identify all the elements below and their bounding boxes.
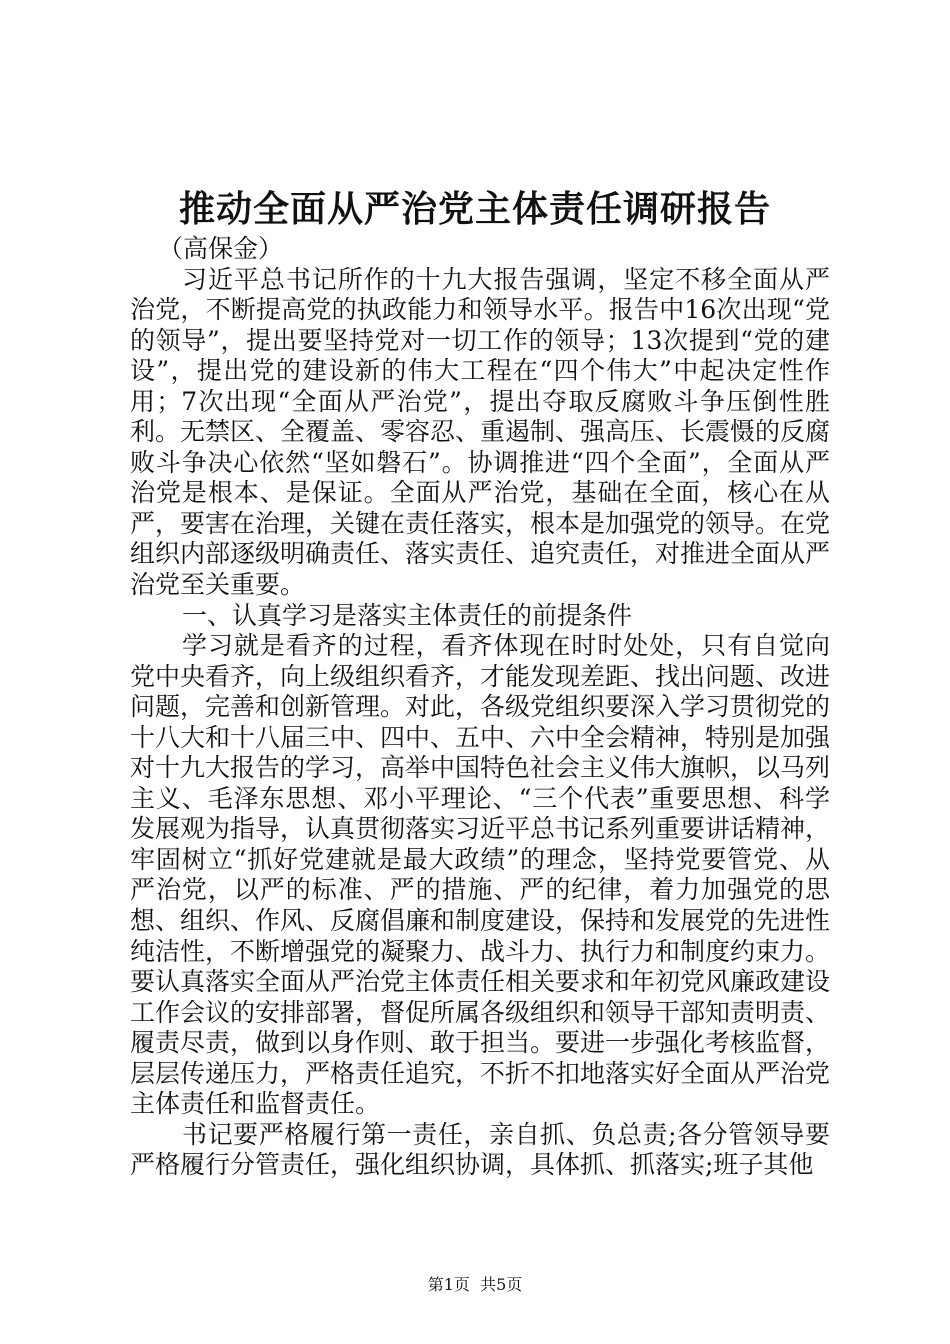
page-footer	[0, 1274, 950, 1296]
author-line: （高保金）	[158, 234, 284, 263]
document-title: 推动全面从严治党主体责任调研报告	[178, 188, 771, 230]
page-number: 第1页 共5页	[427, 1275, 523, 1294]
section-heading-1: 一、认真学习是落实主体责任的前提条件	[182, 600, 633, 630]
document-body	[130, 234, 830, 1181]
paragraph-responsibility: 书记要严格履行第一责任，亲自抓、负总责;各分管领导要严格履行分管责任，强化组织协调，具体抓、抓落实;班子其他	[130, 1119, 830, 1180]
paragraph-intro: 习近平总书记所作的十九大报告强调，坚定不移全面从严治党，不断提高党的执政能力和领导水平。报告中16次出现“党的领导”，提出要坚持党对一切工作的领导；13次提到“党的建设”，提出党的建设新的伟大工程在“四个伟大”中起决定性作用；7次出现“全面从严治党”，提出夺取反腐败斗争压倒性胜利。无禁区、全覆盖、零容忍、重遏制、强高压、长震慑的反腐败斗争决心依然“坚如磐石”。协调推进“四个全面”，全面从严治党是根本、是保证。全面从严治党，基础在全面，核心在从严，要害在治理，关键在责任落实，根本是加强党的领导。在党组织内部逐级明确责任、落实责任、追究责任，对推进全面从严治党至关重要。	[130, 264, 831, 600]
paragraph-study: 学习就是看齐的过程，看齐体现在时时处处，只有自觉向党中央看齐，向上级组织看齐，才能发现差距、找出问题、改进问题，完善和创新管理。对此，各级党组织要深入学习贯彻党的十八大和十八届三中、四中、五中、六中全会精神，特别是加强对十九大报告的学习，高举中国特色社会主义伟大旗帜，以马列主义、毛泽东思想、邓小平理论、“三个代表”重要思想、科学发展观为指导，认真贯彻落实习近平总书记系列重要讲话精神，牢固树立“抓好党建就是最大政绩”的理念，坚持党要管党、从严治党，以严的标准、严的措施、严的纪律，着力加强党的思想、组织、作风、反腐倡廉和制度建设，保持和发展党的先进性纯洁性，不断增强党的凝聚力、战斗力、执行力和制度约束力。要认真落实全面从严治党主体责任相关要求和年初党风廉政建设工作会议的安排部署，督促所属各级组织和领导干部知责明责、履责尽责，做到以身作则、敢于担当。要进一步强化考核监督，层层传递压力，严格责任追究，不折不扣地落实好全面从严治党主体责任和监督责任。	[130, 631, 831, 1119]
